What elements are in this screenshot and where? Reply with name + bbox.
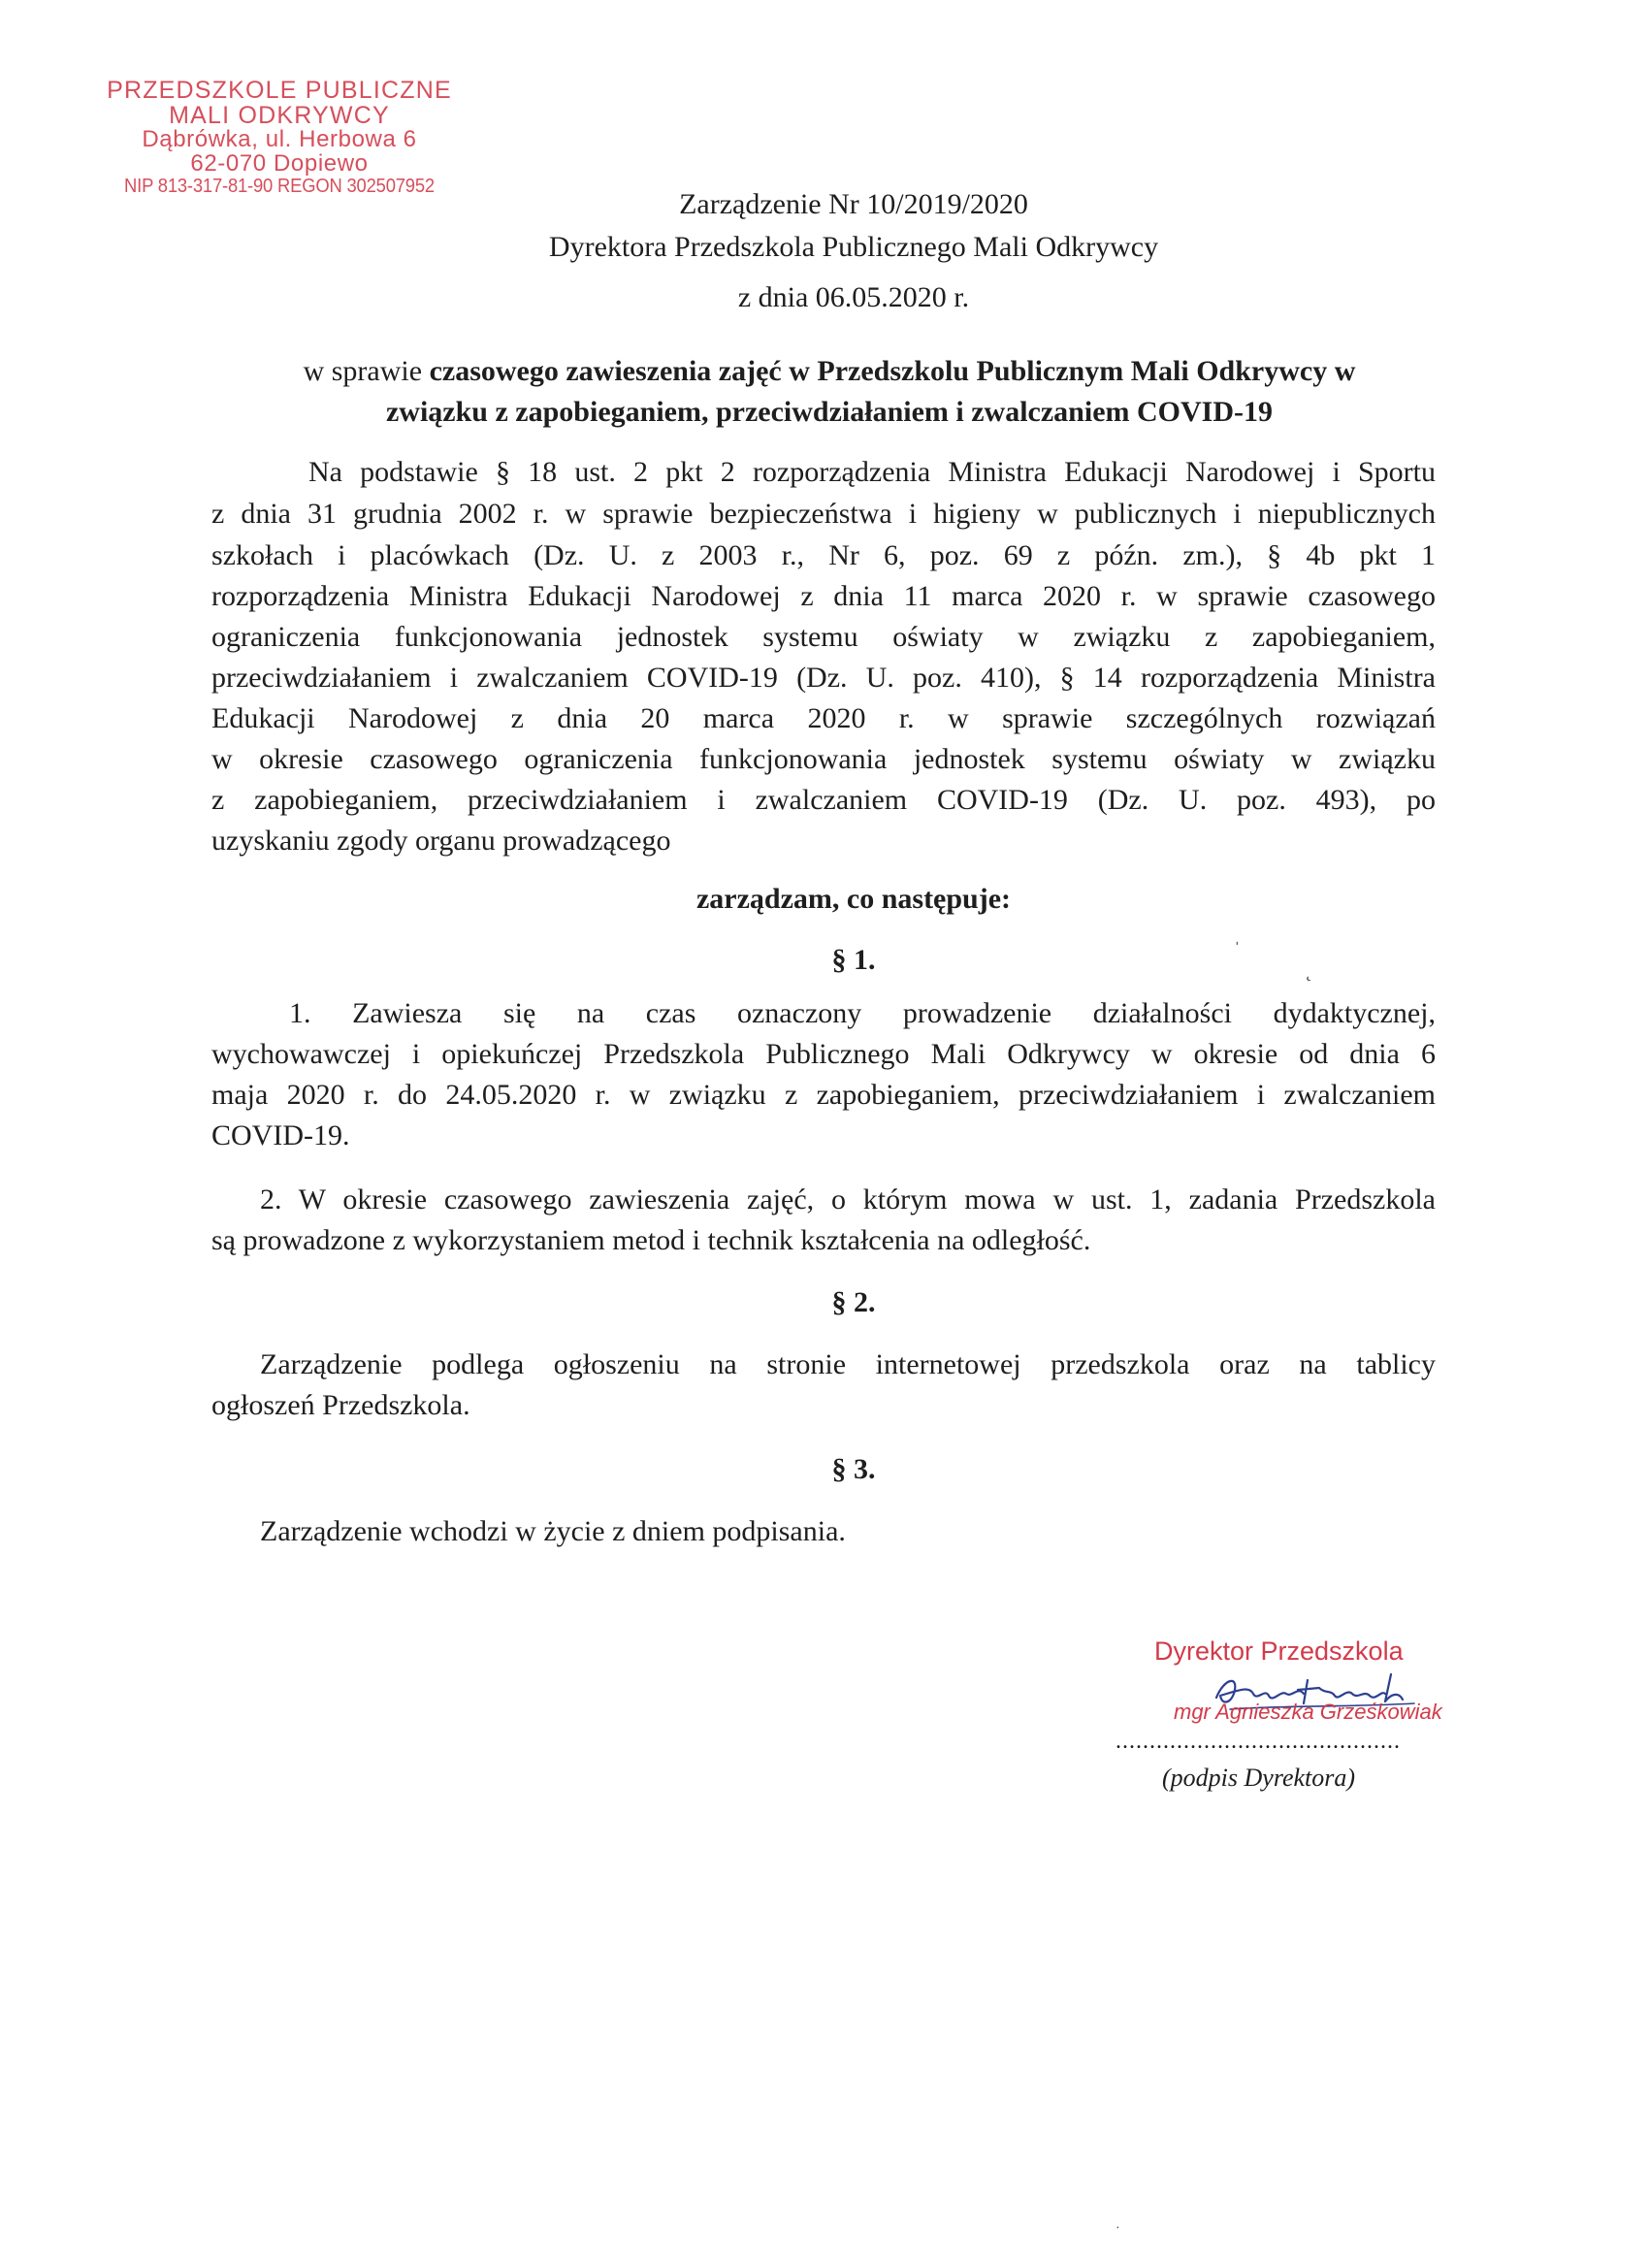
section-2-line: Zarządzenie podlega ogłoszeniu na stronie internetowej przedszkola oraz na tablicy (260, 1348, 1436, 1380)
subject-prefix: w sprawie (303, 355, 430, 387)
preamble-line: szkołach i placówkach (Dz. U. z 2003 r., Nr 6, poz. 69 z późn. zm.), § 4b pkt 1 (211, 539, 1436, 571)
signature-line: .......................................... (1116, 1729, 1401, 1754)
preamble-line: rozporządzenia Ministra Edukacji Narodowej z dnia 11 marca 2020 r. w sprawie czasowego (211, 580, 1436, 612)
subject-bold-line: związku z zapobieganiem, przeciwdziałaniem i zwalczaniem COVID-19 (385, 396, 1274, 428)
section-1-point-1-line: wychowawczej i opiekuńczej Przedszkola Publicznego Mali Odkrywcy w okresie od dnia 6 (211, 1038, 1436, 1070)
institution-stamp (95, 78, 464, 197)
preamble-line: w okresie czasowego ograniczenia funkcjonowania jednostek systemu oświaty w związku (211, 743, 1436, 775)
stamp-line: PRZEDSZKOLE PUBLICZNE (107, 77, 452, 104)
preamble-line: ograniczenia funkcjonowania jednostek systemu oświaty w związku z zapobieganiem, (211, 621, 1436, 653)
section-1-point-2-line: są prowadzone z wykorzystaniem metod i technik kształcenia na odległość. (211, 1224, 1091, 1256)
section-1-point-1-line: COVID-19. (211, 1119, 350, 1151)
section-1-point-1-line: 1. Zawiesza się na czas oznaczony prowadzenie działalności dydaktycznej, (289, 997, 1436, 1029)
subject-bold-line: czasowego zawieszenia zajęć w Przedszkolu Publicznym Mali Odkrywcy w (429, 355, 1356, 387)
section-3-title: § 3. (831, 1453, 876, 1485)
document-date: z dnia 06.05.2020 r. (737, 281, 970, 313)
decree-statement: zarządzam, co następuje: (695, 883, 1012, 915)
signature-name: mgr Agnieszka Grześkowiak (1174, 1700, 1442, 1724)
preamble-line: Na podstawie § 18 ust. 2 pkt 2 rozporządzenia Ministra Edukacji Narodowej i Sportu (308, 456, 1436, 488)
preamble-line: z dnia 31 grudnia 2002 r. w sprawie bezpieczeństwa i higieny w publicznych i niepublicznych (211, 498, 1436, 530)
preamble-line: uzyskaniu zgody organu prowadzącego (211, 825, 671, 857)
section-1-title: § 1. (831, 944, 876, 976)
preamble-line: przeciwdziałaniem i zwalczaniem COVID-19 (Dz. U. poz. 410), § 14 rozporządzenia Ministra (211, 662, 1436, 694)
section-2-line: ogłoszeń Przedszkola. (211, 1389, 470, 1421)
document-number: Zarządzenie Nr 10/2019/2020 (679, 188, 1028, 220)
stamp-line: Dąbrówka, ul. Herbowa 6 (142, 126, 417, 152)
stamp-line: NIP 813-317-81-90 REGON 302507952 (124, 175, 435, 197)
signature-caption: (podpis Dyrektora) (1162, 1764, 1356, 1792)
document-issuer: Dyrektora Przedszkola Publicznego Mali Odkrywcy (548, 231, 1159, 263)
stamp-line: MALI ODKRYWCY (169, 102, 390, 129)
preamble-line: Edukacji Narodowej z dnia 20 marca 2020 r. w sprawie szczególnych rozwiązań (211, 702, 1436, 734)
section-3-line: Zarządzenie wchodzi w życie z dniem podpisania. (260, 1515, 846, 1547)
document-page: PRZEDSZKOLE PUBLICZNE MALI ODKRYWCY Dąbrówka, ul. Herbowa 6 62-070 Dopiewo NIP 813-317-81-90 REGON 302507952 Zarządzenie Nr 10/2019/2020 Dyrektora Przedszkola Publicznego Mali Odkrywcy z dnia 06.05.2020 r. w sprawie czasowego zawieszenia zajęć w Przedszkolu Publicznym Mali Odkrywcy w związku z zapobieganiem, przeciwdziałaniem i zwalczaniem COVID-19 Na podstawie § 18 ust. 2 pkt 2 rozporządzenia Ministra Edukacji Narodowej i Sportu z dnia 31 grudnia 2002 r. w sprawie bezpieczeństwa i higieny w publicznych i niepublicznych szkołach i placówkach (Dz. U. z 2003 r., Nr 6, poz. 69 z późn. zm.), § 4b pkt 1 rozporządzenia Ministra Edukacji Narodowej z dnia 11 marca 2020 r. w sprawie czasowego ograniczenia funkcjonowania jednostek systemu oświaty w związku z zapobieganiem, przeciwdziałaniem i zwalczaniem COVID-19 (Dz. U. poz. 410), § 14 rozporządzenia Ministra Edukacji Narodowej z dnia 20 marca 2020 r. w sprawie szczególnych rozwiązań w okresie czasowego ograniczenia funkcjonowania jednostek systemu oświaty w związku z zapobieganiem, przeciwdziałaniem i zwalczaniem COVID-19 (Dz. U. poz. 493), po uzyskaniu zgody organu prowadzącego zarządzam, co następuje: § 1. ˈ ˛ 1. Zawiesza się na czas oznaczony prowadzenie działalności dydaktycznej, wychowawczej i opiekuńczej Przedszkola Publicznego Mali Odkrywcy w okresie od dnia 6 maja 2020 r. do 24.05.2020 r. w związku z zapobieganiem, przeciwdziałaniem i zwalczaniem COVID-19. 2. W okresie czasowego zawieszenia zajęć, o którym mowa w ust. 1, zadania Przedszkola są prowadzone z wykorzystaniem metod i technik kształcenia na odległość. § 2. Zarządzenie podlega ogłoszeniu na stronie internetowej przedszkola oraz na tablicy ogłoszeń Przedszkola. § 3. Zarządzenie wchodzi w życie z dniem podpisania. Dyrektor Przedszkola mgr Agnieszka Grześkowiak .......................................... (podpis Dyrektora) · (0, 0, 1649, 2268)
section-2-title: § 2. (831, 1286, 876, 1318)
section-1-point-2-line: 2. W okresie czasowego zawieszenia zajęć, o którym mowa w ust. 1, zadania Przedszkola (260, 1183, 1436, 1215)
section-1-point-1-line: maja 2020 r. do 24.05.2020 r. w związku z zapobieganiem, przeciwdziałaniem i zwalczaniem (211, 1079, 1436, 1111)
stamp-line: 62-070 Dopiewo (190, 149, 369, 177)
signature-title: Dyrektor Przedszkola (1154, 1636, 1404, 1666)
preamble-line: z zapobieganiem, przeciwdziałaniem i zwalczaniem COVID-19 (Dz. U. poz. 493), po (211, 784, 1436, 816)
document-subject (204, 351, 1455, 433)
